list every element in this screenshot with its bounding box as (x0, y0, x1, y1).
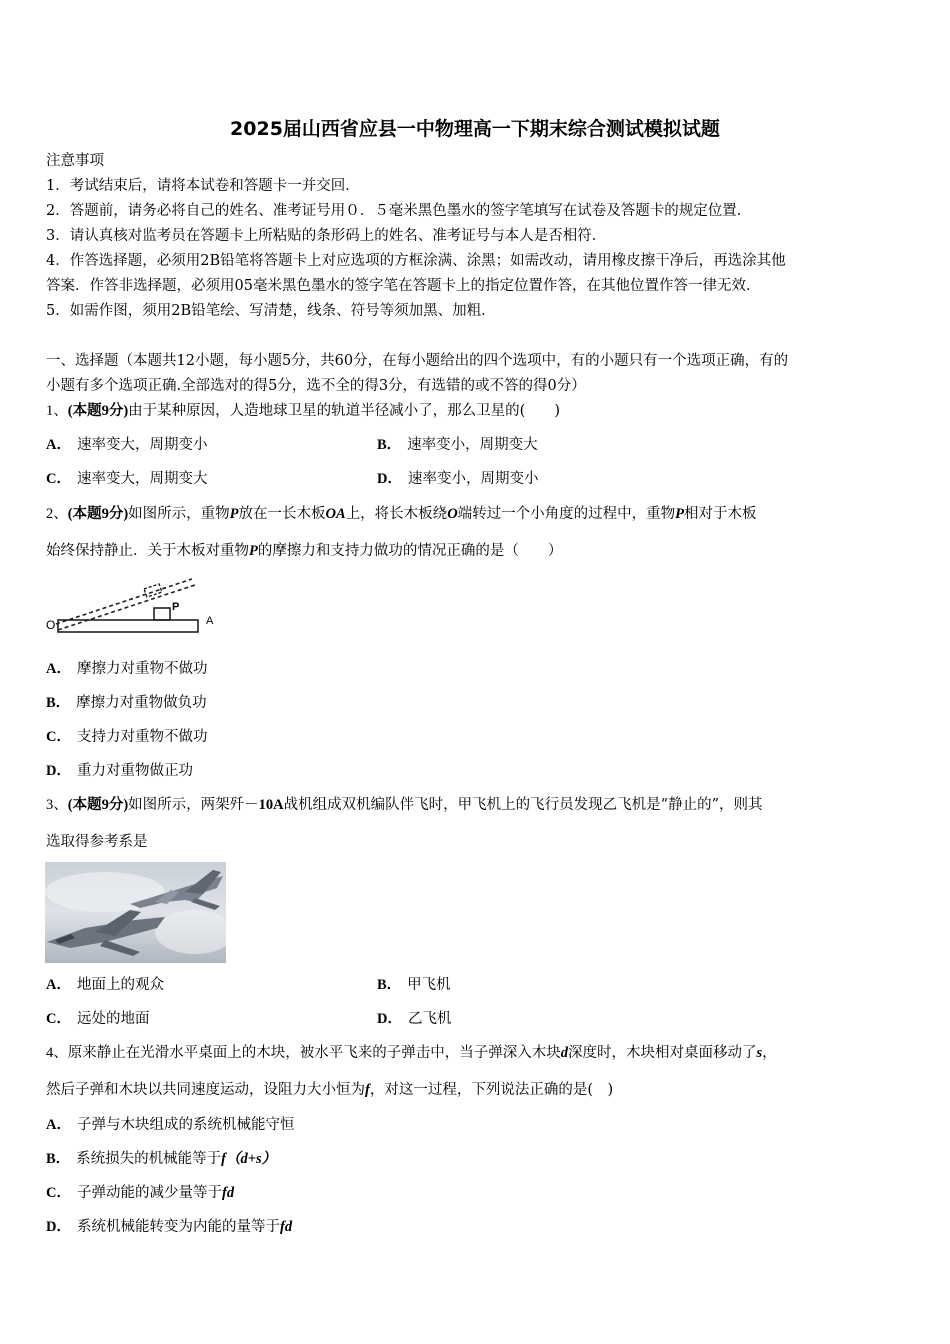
variable-f: f (365, 1082, 370, 1098)
option-text: 摩擦力对重物做负功 (76, 695, 207, 711)
question-text: 如图所示，两架歼－ (128, 797, 259, 813)
option-label: D． (46, 763, 71, 779)
option-text: 速率变大，周期变小 (76, 437, 208, 453)
label-a: A (206, 615, 214, 627)
page-title: 2025届山西省应县一中物理高一下期末综合测试模拟试题 (230, 118, 720, 140)
option-d[interactable] (377, 469, 538, 489)
variable-o: O (447, 506, 458, 522)
option-b[interactable] (377, 435, 538, 455)
notice-item: 3．请认真核对监考员在答题卡上所粘贴的条形码上的姓名、准考证号与本人是否相符． (46, 228, 607, 244)
block-p (154, 608, 170, 620)
question-text: 相对于木板 (684, 506, 757, 522)
option-d[interactable] (46, 1217, 292, 1237)
question-text: 放在一长木板 (238, 506, 326, 522)
option-c[interactable] (46, 469, 207, 489)
option-text: 速率变大，周期变大 (76, 471, 208, 487)
option-label: B． (377, 977, 402, 993)
option-text: 远处的地面 (76, 1011, 150, 1027)
option-expression: f（d+s） (221, 1151, 277, 1167)
option-label: C． (46, 471, 71, 487)
label-p: P (172, 601, 180, 613)
question-points: (本题9分) (67, 506, 129, 522)
option-label: D． (46, 1219, 71, 1235)
question-3-cont: 选取得参考系是 (46, 834, 148, 850)
option-label: A． (46, 661, 71, 677)
option-a[interactable] (46, 1115, 294, 1135)
option-text: 速率变小，周期变小 (407, 471, 539, 487)
question-text: 战机组成双机编队伴飞时，甲飞机上的飞行员发现乙飞机是“静止的”，则其 (283, 797, 763, 813)
option-label: B． (46, 1151, 71, 1167)
section-instructions: 一、选择题（本题共12小题，每小题5分，共60分，在每小题给出的四个选项中，有的小题只有一个选项正确，有的 (46, 353, 789, 369)
question-2-cont (46, 541, 562, 561)
aircraft-model: 10A (258, 797, 284, 813)
question-text: 端转过一个小角度的过程中，重物 (457, 506, 676, 522)
question-text: 由于某种原因，人造地球卫星的轨道半径减小了，那么卫星的( ) (128, 403, 560, 419)
option-expression: fd (221, 1185, 235, 1201)
question-text: 始终保持静止．关于木板对重物 (46, 543, 249, 559)
option-label: D． (377, 471, 402, 487)
variable-p: P (675, 506, 685, 522)
option-b[interactable] (377, 975, 451, 995)
option-text: 子弹动能的减少量等于 (76, 1185, 222, 1201)
option-d[interactable] (46, 761, 193, 781)
question-text: ， (762, 1045, 777, 1061)
section-instructions: 小题有多个选项正确.全部选对的得5分，选不全的得3分，有选错的或不答的得0分） (46, 378, 586, 394)
question-1 (46, 401, 560, 421)
option-text: 速率变小，周期变大 (407, 437, 538, 453)
option-c[interactable] (46, 727, 207, 747)
question-points: (本题9分) (67, 403, 129, 419)
option-b[interactable] (46, 1149, 276, 1169)
option-text: 支持力对重物不做功 (76, 729, 208, 745)
variable-oa: OA (325, 506, 346, 522)
question-text: 的摩擦力和支持力做功的情况正确的是（ ） (257, 543, 563, 559)
option-a[interactable] (46, 435, 207, 455)
option-label: B． (377, 437, 402, 453)
notice-heading: 注意事项 (46, 153, 104, 169)
option-b[interactable] (46, 693, 207, 713)
option-label: B． (46, 695, 71, 711)
question-points: (本题9分) (67, 797, 129, 813)
question-text: 如图所示，重物 (128, 506, 230, 522)
inclined-board-diagram (44, 570, 224, 638)
option-label: C． (46, 729, 71, 745)
variable-p: P (249, 543, 258, 559)
notice-item: 1．考试结束后，请将本试卷和答题卡一并交回． (46, 178, 360, 194)
question-number: 3、 (46, 797, 68, 813)
option-text: 甲飞机 (407, 977, 451, 993)
variable-d: d (560, 1045, 568, 1061)
notice-item: 答案．作答非选择题，必须用05毫米黑色墨水的签字笔在答题卡上的指定位置作答，在其他位置作答一律无效． (46, 278, 761, 294)
board-horizontal (58, 620, 198, 632)
option-text: 地面上的观众 (76, 977, 164, 993)
option-label: A． (46, 1117, 71, 1133)
option-a[interactable] (46, 659, 207, 679)
variable-p: P (229, 506, 239, 522)
question-number: 4、 (46, 1045, 68, 1061)
option-label: C． (46, 1185, 71, 1201)
question-number: 1、 (46, 403, 68, 419)
option-text: 子弹与木块组成的系统机械能守恒 (76, 1117, 295, 1133)
question-text: ，对这一过程，下列说法正确的是( ) (369, 1082, 614, 1098)
label-o: O (46, 618, 56, 632)
question-4-cont (46, 1080, 613, 1100)
option-expression: fd (279, 1219, 293, 1235)
question-text: 上，将长木板绕 (345, 506, 448, 522)
option-text: 乙飞机 (407, 1011, 452, 1027)
question-2 (46, 504, 757, 524)
fighter-jets-photo (45, 862, 226, 963)
option-text: 系统机械能转变为内能的量等于 (76, 1219, 280, 1235)
option-label: A． (46, 437, 71, 453)
option-c[interactable] (46, 1009, 149, 1029)
option-a[interactable] (46, 975, 164, 995)
question-4 (46, 1043, 777, 1063)
notice-item: 5．如需作图，须用2B铅笔绘、写清楚，线条、符号等须加黑、加粗． (46, 303, 496, 319)
option-text: 重力对重物做正功 (76, 763, 193, 779)
question-3 (46, 795, 762, 815)
option-label: C． (46, 1011, 71, 1027)
question-text: 深度时，木块相对桌面移动了 (568, 1045, 757, 1061)
option-d[interactable] (377, 1009, 451, 1029)
option-c[interactable] (46, 1183, 234, 1203)
question-number: 2、 (46, 506, 68, 522)
question-text: 原来静止在光滑水平桌面上的木块，被水平飞来的子弹击中，当子弹深入木块 (67, 1045, 561, 1061)
option-text: 系统损失的机械能等于 (76, 1151, 222, 1167)
question-text: 然后子弹和木块以共同速度运动，设阻力大小恒为 (46, 1082, 365, 1098)
notice-item: 2．答题前，请务必将自己的姓名、准考证号用０．５毫米黑色墨水的签字笔填写在试卷及答题卡的规定位置． (46, 203, 752, 219)
notice-item: 4．作答选择题，必须用2B铅笔将答题卡上对应选项的方框涂满、涂黑；如需改动，请用橡皮擦干净后，再选涂其他 (46, 253, 786, 269)
option-label: D． (377, 1011, 402, 1027)
option-label: A． (46, 977, 71, 993)
variable-s: s (756, 1045, 763, 1061)
option-text: 摩擦力对重物不做功 (76, 661, 208, 677)
